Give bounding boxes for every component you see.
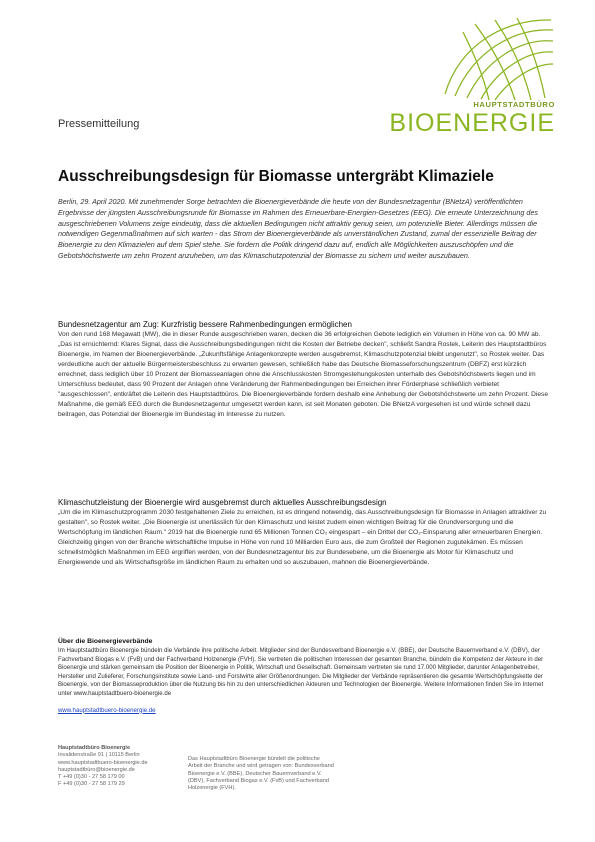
section-body: „Um die im Klimaschutzprogramm 2030 festgehaltenen Ziele zu erreichen, ist es dringend notwendig, das Ausschreibungsdesign für Biomasse in Anlagen attraktiver zu gestalten", so Rostek weiter. „Die Bioenergie ist unerlässlich für den Klimaschutz und leistet zudem einen wichtigen Beitrag für die Grundversorgung und die Wertschöpfung im ländlichen Raum." 2019 hat die Bioenergie rund 65 Millionen Tonnen CO₂ eingespart – ein Drittel der CO₂-Einsparung aller erneuerbaren Energien. Gleichzeitig gingen von der Branche wirtschaftliche Impulse in Höhe von rund 10 Milliarden Euro aus, die zum Großteil der Regionen zugutekämen. Es müssen schnellstmöglich Maßnahmen im EEG ergriffen werden, von der Bundesnetzagentur bis zur Bundesebene, um die Bioenergie als Motor für Klimaschutz und Energiewende und als Wirtschaftsgröße im ländlichen Raum zu erhalten und so auszubauen, mahnen die Bioenergieverbände. [58,509,547,566]
lead-paragraph: Berlin, 29. April 2020. Mit zunehmender Sorge betrachten die Bioenergieverbände die heute von der Bundesnetzagentur (BNetzA) veröffentlichten Ergebnisse der jüngsten Ausschreibungsrunde für Biomasse im Rahmen des Erneuerbare-Energien-Gesetzes (EEG). Die erneute Unterzeichnung des ausgeschriebenen Volumens zeige eindeutig, dass die aktuellen Bedingungen nicht attraktiv genug seien, um potenzielle Bieter. Allerdings müssen die notwendigen Gegenmaßnahmen auf sich warten - das Strom der Bioenergieverbände als unverständlichen Zustand, zumal der essenzielle Beitrag der Bioenergie zu den Klimazielen auf dem Spiel stehe. Sie fordern die Politik dringend dazu auf, endlich alle Möglichkeiten auszuschöpfen und die Gebotshöchstwerte um zehn Prozent anzuheben, um das Klimaschutzpotenzial der Biomasse zu sichern und weiter auszubauen. [58,197,538,260]
website-link[interactable]: www.hauptstadtbuero-bioenergie.de [58,706,156,714]
footer-website[interactable]: www.hauptstadtbuero-bioenergie.de [58,759,148,766]
footer-about-line: Holzenergie (FVH). [188,785,236,792]
section-klimaschutz [58,498,548,568]
footer-about-line: Bioenergie e.V. (BBE), Deutscher Bauernverband e.V. [188,770,322,777]
footer-about-line: (DBV), Fachverband Biogas e.V. (FvB) und Fachverband [188,777,329,784]
footer-address [58,745,208,789]
section-about [58,637,548,717]
document-kicker: Pressemitteilung [58,118,140,130]
section-heading: Klimaschutzleistung der Bioenergie wird ausgebremst durch aktuelles Ausschreibungsdesign [58,498,387,507]
footer-about-line: Das Hauptstadtbüro Bioenergie bündelt die politische [188,756,320,762]
footer-about-line: Arbeit der Branche und wird getragen von: Bundesverband [188,763,334,770]
logo-superscript: HAUPTSTADTBÜRO [473,100,555,109]
footer-address-line: Invalidenstraße 91 | 10115 Berlin [58,752,140,759]
globe-arc-icon [355,14,555,104]
section-heading: Über die Bioenergieverbände [58,638,153,645]
footer-phone: T +49 (0)30 - 27 58 179 00 [58,774,125,781]
footer-about [188,756,358,792]
page-title: Ausschreibungsdesign für Biomasse untergräbt Klimaziele [58,168,494,185]
bioenergie-logo [355,14,555,140]
section-body: Von den rund 168 Megawatt (MW), die in dieser Runde ausgeschrieben waren, decken die 36 erfolgreichen Gebote lediglich ein Volumen in Höhe von ca. 90 MW ab. „Das ist ernüchternd: Klares Signal, dass die Ausschreibungsbedingungen nicht die Kosten der Betriebe decken", schließt Sandra Rostek, Leiterin des Hauptstadtbüros Bioenergie, im Namen der Bioenergieverbände. „Zukunftsfähige Anlagenkonzepte werden ausgebremst, Klimaschutzpotenzial bleibt ungenutzt", so Rostek weiter. Das verdeutliche auch der aktuelle Bürgermeistersbeschluss zu erwarten gewesen, schließlich habe das Deutsche Biomasseforschungszentrum (DBFZ) erst kürzlich errechnet, dass lediglich über 10 Prozent der Biomasseanlagen ohne die Anschlusskosten Stromgestehungskosten unterhalb des Gebotshöchstwerts liegen und im Unterschluss bedeutet, dass 90 Prozent der Anlagen ohne Veränderung der Rahmenbedingungen bei Erreichen ihrer Förderphase schließlich verbietet "ausgeschlossen", entkräftet die Leiterin des Hauptstadtbüros. Die Bioenergieverbände fordern deshalb eine Anhebung der Gebotshöchstwerte um zehn Prozent. Diese Maßnahme, die gemäß EEG durch die Bundesnetzagentur umgesetzt werden kann, ist seit Monaten geboten. Die BNetzA vorgesehen ist und würde schnell dazu beitragen, das Potenzial der Bioenergie im Bundestag im Interesse zu nutzen. [58,331,548,418]
section-heading: Bundesnetzagentur am Zug: Kurzfristig bessere Rahmenbedingungen ermöglichen [58,320,352,329]
footer [58,745,548,805]
logo-wordmark: BIOENERGIE [389,109,555,137]
section-bundesnetzagentur [58,320,548,420]
footer-email[interactable]: hauptstadtbüro@bioenergie.de [58,766,135,773]
footer-org-name: Hauptstadtbüro Bioenergie [58,745,131,751]
section-body: Im Hauptstadtbüro Bioenergie bündeln die Verbände ihre politische Arbeit. Mitglieder sind der Bundesverband Bioenergie e.V. (BBE), der Deutsche Bauernverband e.V. (DBV), der Fachverband Biogas e.V. (FvB) und der Fachverband Holzenergie (FVH). Sie vertreten die politischen Interessen der gesamten Branche, bündeln die Kompetenz der Akteure in der Bioenergie und stärken gemeinsam die Position der Bioenergie in Politik, Wirtschaft und Gesellschaft. Gemeinsam vertreten sie rund 17.000 Mitglieder, darunter Anlagenbetreiber, Hersteller und Zulieferer, Forschungsinstitute sowie Land- und Forstwirte aller Größenordnungen. Die Mitglieder der Verbände repräsentieren die gesamte Wertschöpfungskette der Bioenergie, von der Biomasseproduktion über die Nutzung bis hin zu den unterschiedlichen Akteuren und Technologien der Bioenergie. Weitere Informationen finden Sie im Internet unter www.hauptstadtbuero-bioenergie.de [58,647,544,697]
footer-fax: F +49 (0)30 - 27 58 179 29 [58,781,125,788]
